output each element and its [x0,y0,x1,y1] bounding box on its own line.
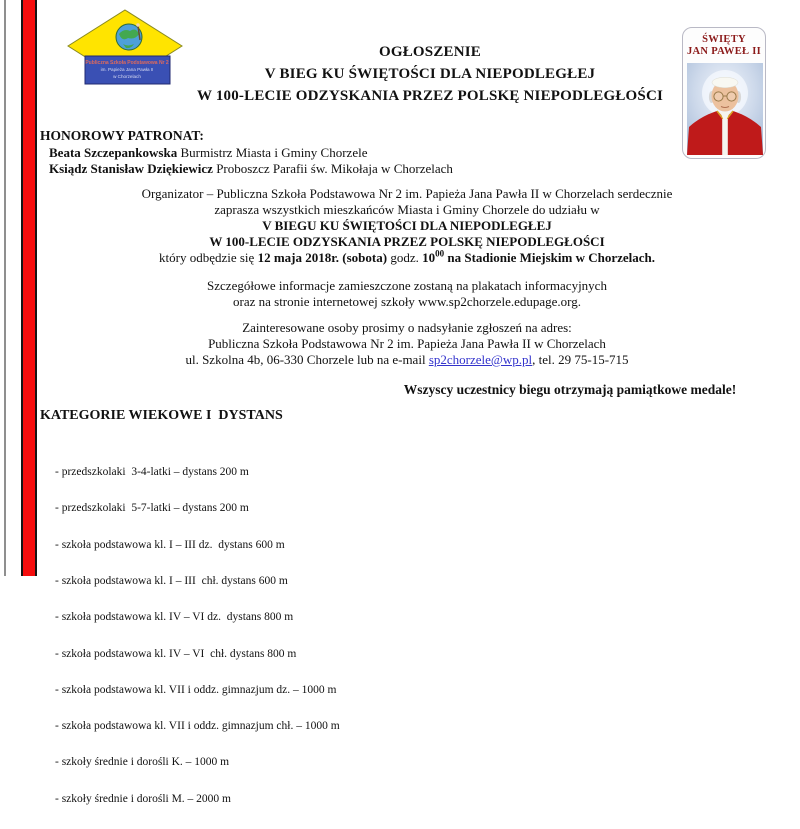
category-item: - szkoła podstawowa kl. IV – VI chł. dystans 800 m [55,647,297,660]
invitation-line-1: Organizator – Publiczna Szkoła Podstawowa Nr 2 im. Papieża Jana Pawła II w Chorzelach serdecznie [141,186,673,201]
registration-line-3 [97,352,717,368]
svg-text:Publiczna Szkoła Podstawowa Nr: Publiczna Szkoła Podstawowa Nr 2 [85,60,169,66]
category-item: - szkoła podstawowa kl. IV – VI dz. dystans 800 m [55,611,294,624]
category-item: - szkoły średnie i dorośli M. – 2000 m [55,792,231,805]
svg-text:im. Papieża Jana Pawła II: im. Papieża Jana Pawła II [100,67,154,72]
address-prefix: ul. Szkolna 4b, 06-330 Chorzele lub na e-mail [185,352,429,367]
categories-heading: KATEGORIE WIEKOWE I DYSTANS [40,408,283,423]
category-item: - szkoły średnie i dorośli K. – 1000 m [55,756,230,769]
patron-role: Proboszcz Parafii św. Mikołaja w Chorzelach [212,161,453,176]
category-item: - szkoła podstawowa kl. I – III dz. dystans 600 m [55,538,285,551]
info-paragraph [97,278,717,310]
category-item: - przedszkolaki 5-7-latki – dystans 200 m [55,502,249,515]
title-line-1: OGŁOSZENIE [378,44,482,60]
registration-line-1: Zainteresowane osoby prosimy o nadsyłanie zgłoszeń na adres: [242,320,572,335]
pope-card [682,27,766,159]
categories-list [55,442,340,829]
svg-text:w Chorzelach: w Chorzelach [113,74,141,79]
invitation-event-name: V BIEGU KU ŚWIĘTOŚCI DLA NIEPODLEGŁEJ [262,218,552,233]
category-item: - szkoła podstawowa kl. VII i oddz. gimnazjum dz. – 1000 m [55,683,337,696]
patron-name: Beata Szczepankowska [49,145,178,160]
phone-suffix: , tel. 29 75-15-715 [532,352,629,367]
info-line-1: Szczegółowe informacje zamieszczone zostaną na plakatach informacyjnych [207,278,607,293]
pope-portrait-image [687,62,763,156]
event-location: na Stadionie Miejskim w Chorzelach. [444,250,655,265]
event-time: 10 [422,250,436,265]
email-link[interactable]: sp2chorzele@wp.pl [428,352,533,367]
page-title [150,41,710,107]
patronat-entry [49,145,453,161]
event-time-minutes: 00 [435,248,445,259]
category-item: - przedszkolaki 3-4-latki – dystans 200 m [55,466,249,479]
invitation-line-2: zaprasza wszystkich mieszkańców Miasta i Gminy Chorzele do udziału w [214,202,600,217]
registration-line-2: Publiczna Szkoła Podstawowa Nr 2 im. Papieża Jana Pawła II w Chorzelach [208,336,606,351]
category-item: - szkoła podstawowa kl. VII i oddz. gimnazjum chł. – 1000 m [55,720,340,733]
date-line-mid: godz. [387,250,423,265]
title-line-3: W 100-LECIE ODZYSKANIA PRZEZ POLSKĘ NIEPODLEGŁOŚCI [196,88,664,104]
title-line-2: V BIEG KU ŚWIĘTOŚCI DLA NIEPODLEGŁEJ [264,66,596,82]
red-accent-bar [21,0,37,576]
category-item: - szkoła podstawowa kl. I – III chł. dystans 600 m [55,575,288,588]
medals-note: Wszyscy uczestnicy biegu otrzymają pamiątkowe medale! [403,382,737,397]
pope-title-line-1: ŚWIĘTY [702,34,746,45]
patronat-heading: HONOROWY PATRONAT: [40,128,204,143]
event-date: 12 maja 2018r. (sobota) [257,250,388,265]
date-line-prefix: który odbędzie się [159,250,258,265]
logo-globe-icon [116,23,142,50]
invitation-paragraph [97,186,717,266]
info-line-2: oraz na stronie internetowej szkoły www.sp2chorzele.edupage.org. [233,294,581,309]
pope-title-line-2: JAN PAWEŁ II [687,46,761,57]
patron-name: Ksiądz Stanisław Dziękiewicz [49,161,213,176]
patronat-entries [49,145,453,177]
patronat-entry [49,161,453,177]
pope-card-title [683,34,765,58]
invitation-date-line [97,250,717,266]
patron-role: Burmistrz Miasta i Gminy Chorzele [177,145,368,160]
registration-paragraph [97,320,717,368]
window-edge-line [4,0,6,576]
invitation-event-subname: W 100-LECIE ODZYSKANIA PRZEZ POLSKĘ NIEPODLEGŁOŚCI [209,234,605,249]
